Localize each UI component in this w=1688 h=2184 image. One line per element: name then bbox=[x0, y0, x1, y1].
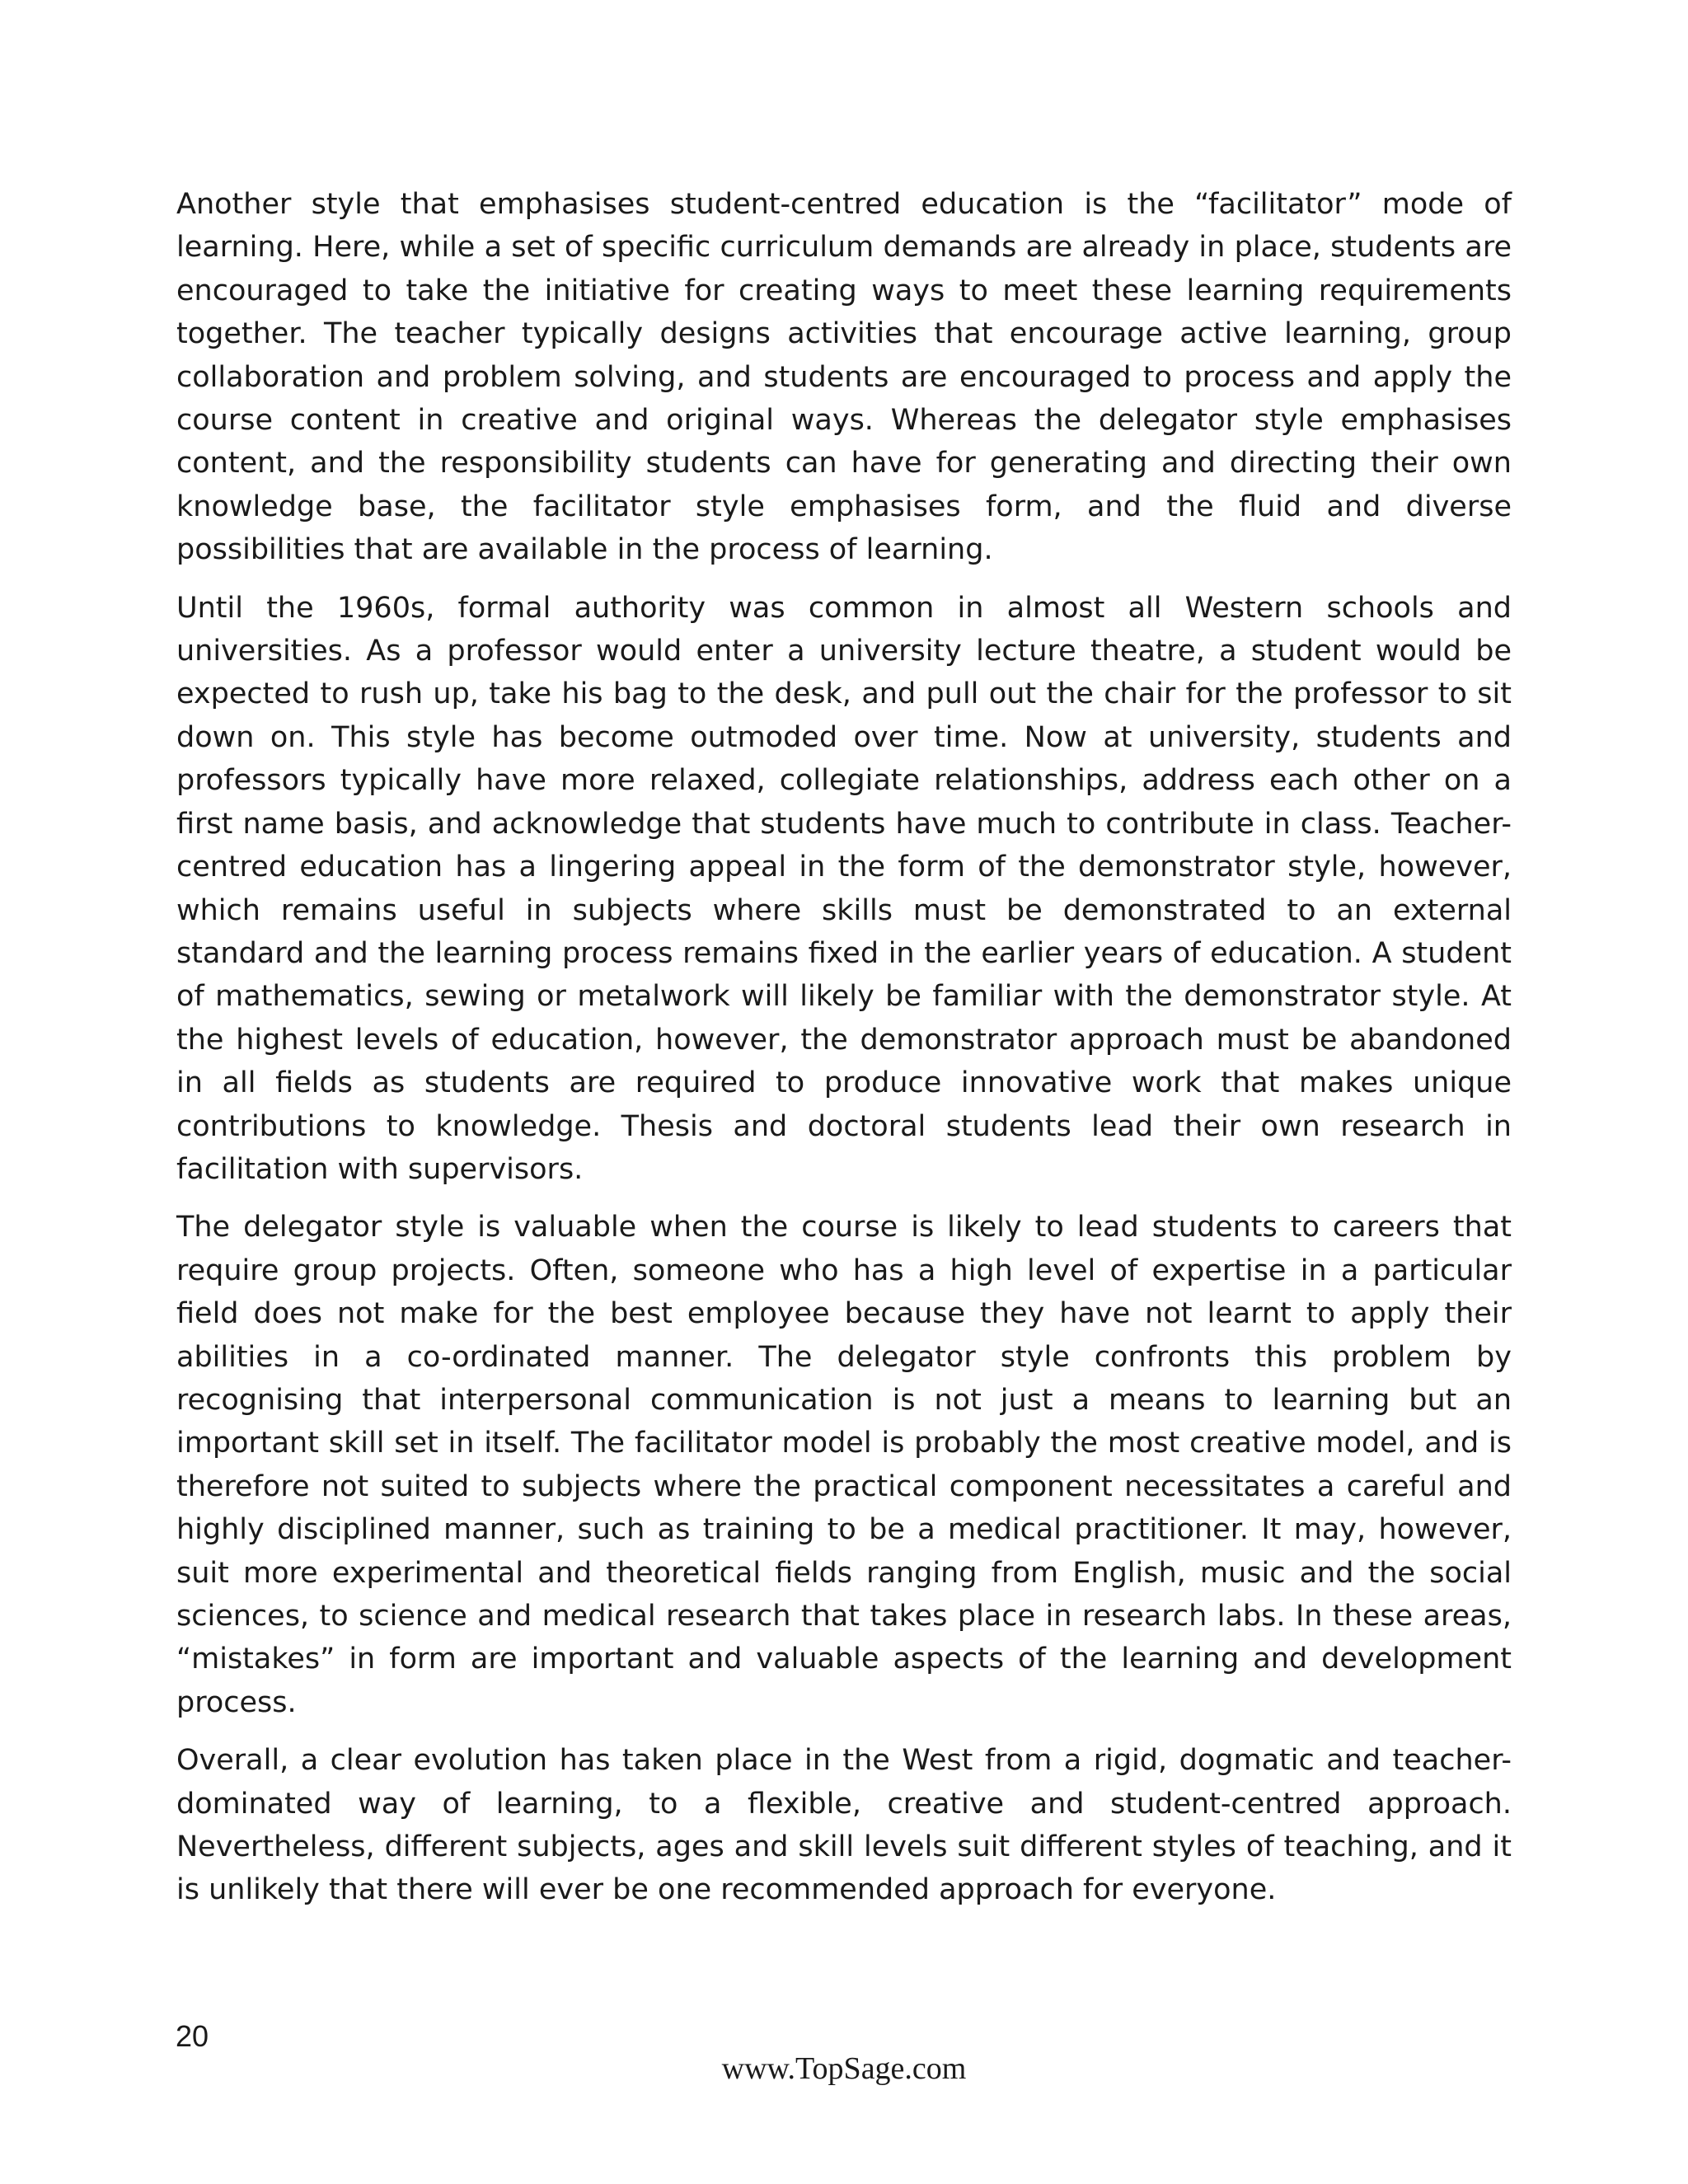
paragraph-conclusion: Overall, a clear evolution has taken place in the West from a rigid, dogmatic and teacher-dominated way of learning, to a flexible, creative and student-centred approach. Nevertheless, different subjects, ages and skill levels suit different styles of teaching, and it is unlikely that there will ever be one recommended approach for everyone. bbox=[176, 1744, 1512, 1907]
body-text bbox=[176, 183, 1512, 1927]
page-number: 20 bbox=[176, 2019, 209, 2053]
paragraph-formal-authority: Until the 1960s, formal authority was common in almost all Western schools and universities. As a professor would enter a university lecture theatre, a student would be expected to rush up, take his bag to the desk, and pull out the chair for the professor to sit down on. This style has become outmoded over time. Now at university, students and professors typically have more relaxed, collegiate relationships, address each other on a first name basis, and acknowledge that students have much to contribute in class. Teacher-centred education has a lingering appeal in the form of the demonstrator style, however, which remains useful in subjects where skills must be demonstrated to an external standard and the learning process remains fixed in the earlier years of education. A student of mathematics, sewing or metalwork will likely be familiar with the demonstrator style. At the highest levels of education, however, the demonstrator approach must be abandoned in all fields as students are required to produce innovative work that makes unique contributions to knowledge. Thesis and doctoral students lead their own research in facilitation with supervisors. bbox=[176, 591, 1512, 1186]
footer-url: www.TopSage.com bbox=[721, 2051, 967, 2086]
paragraph-facilitator-style: Another style that emphasises student-centred education is the “facilitator” mode of learning. Here, while a set of specific curriculum demands are already in place, students are encouraged to take the initiative for creating ways to meet these learning requirements together. The teacher typically designs activities that encourage active learning, group collaboration and problem solving, and students are encouraged to process and apply the course content in creative and original ways. Whereas the delegator style emphasises content, and the responsibility students can have for generating and directing their own knowledge base, the facilitator style emphasises form, and the fluid and diverse possibilities that are available in the process of learning. bbox=[176, 188, 1512, 567]
paragraph-delegator-style: The delegator style is valuable when the course is likely to lead students to careers that require group projects. Often, someone who has a high level of expertise in a particular field does not make for the best employee because they have not learnt to apply their abilities in a co-ordinated manner. The delegator style confronts this problem by recognising that interpersonal communication is not just a means to learning but an important skill set in itself. The facilitator model is probably the most creative model, and is therefore not suited to subjects where the practical component necessitates a careful and highly disciplined manner, such as training to be a medical practitioner. It may, however, suit more experimental and theoretical fields ranging from English, music and the social sciences, to science and medical research that takes place in research labs. In these areas, “mistakes” in form are important and valuable aspects of the learning and development process. bbox=[176, 1211, 1512, 1719]
